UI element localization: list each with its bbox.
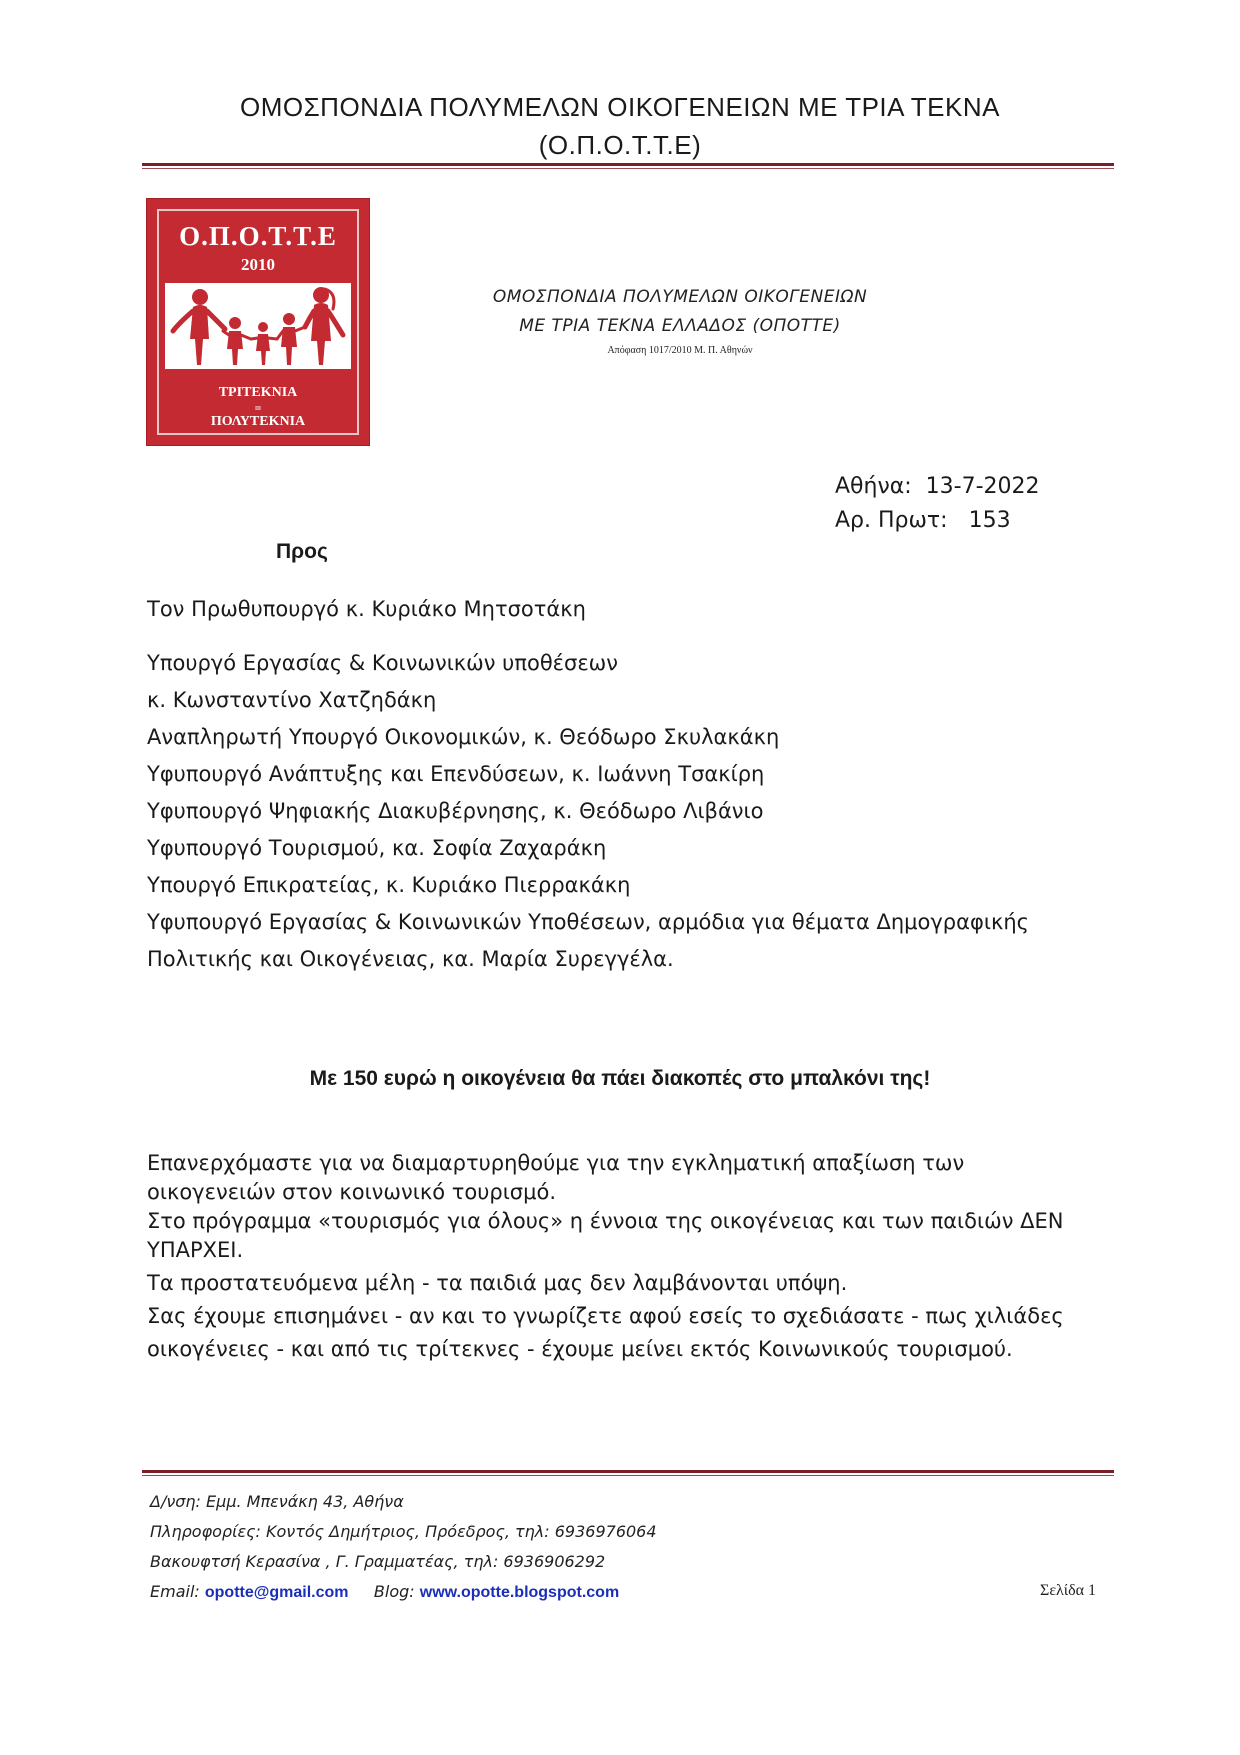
- logo-equals: =: [254, 401, 262, 415]
- recipient-line: Υφυπουργό Ανάπτυξης και Επενδύσεων, κ. Ιωάννη Τσακίρη: [147, 762, 765, 786]
- recipient-line: κ. Κωνσταντίνο Χατζηδάκη: [147, 688, 437, 712]
- header-rule: [142, 163, 1114, 166]
- letter-subject: Με 150 ευρώ η οικογένεια θα πάει διακοπές στο μπαλκόνι της!: [309, 1067, 931, 1090]
- page-number: Σελίδα 1: [1040, 1582, 1097, 1599]
- organization-logo: [146, 198, 370, 446]
- recipient-line: Υφυπουργό Εργασίας & Κοινωνικών Υποθέσεων, αρμόδια για θέματα Δημογραφικής: [147, 910, 1029, 934]
- header-title-line2: (Ο.Π.Ο.Τ.Τ.Ε): [538, 130, 702, 160]
- logo-year: 2010: [241, 255, 275, 274]
- body-line: οικογενειών στον κοινωνικό τουρισμό.: [147, 1180, 556, 1204]
- footer-rule-thin: [142, 1475, 1114, 1476]
- recipient-line: Τον Πρωθυπουργό κ. Κυριάκο Μητσοτάκη: [147, 597, 586, 621]
- org-name-line2: ΜΕ ΤΡΙΑ ΤΕΚΝΑ ΕΛΛΑΔΟΣ (ΟΠΟΤΤΕ): [519, 316, 841, 336]
- recipients-heading: Προς: [276, 540, 328, 563]
- logo-bottom-line2: ΠΟΛΥΤΕΚΝΙΑ: [210, 414, 306, 429]
- footer-info-president: Πληροφορίες: Κοντός Δημήτριος, Πρόεδρος, τηλ: 6936976064: [150, 1522, 657, 1541]
- header-title-line1: ΟΜΟΣΠΟΝΔΙΑ ΠΟΛΥΜΕΛΩΝ ΟΙΚΟΓΕΝΕΙΩΝ ΜΕ ΤΡΙΑ ΤΕΚΝΑ: [240, 92, 1000, 122]
- body-line: Επανερχόμαστε για να διαμαρτυρηθούμε για την εγκληματική απαξίωση των: [147, 1151, 965, 1175]
- recipient-line: Υπουργό Επικρατείας, κ. Κυριάκο Πιερρακάκη: [147, 873, 631, 897]
- org-name-line1: ΟΜΟΣΠΟΝΔΙΑ ΠΟΛΥΜΕΛΩΝ ΟΙΚΟΓΕΝΕΙΩΝ: [492, 287, 868, 307]
- footer-contacts: [150, 1582, 619, 1602]
- recipient-line: Υπουργό Εργασίας & Κοινωνικών υποθέσεων: [147, 651, 618, 675]
- blog-link[interactable]: www.opotte.blogspot.com: [419, 1584, 620, 1601]
- protocol-value: 153: [968, 508, 1011, 533]
- protocol-line: [835, 504, 1011, 538]
- header-rule-thin: [142, 168, 1114, 169]
- body-line: Στο πρόγραμμα «τουρισμός για όλους» η έννοια της οικογένειας και των παιδιών ΔΕΝ: [147, 1209, 1064, 1233]
- body-line: ΥΠΑΡΧΕΙ.: [147, 1238, 244, 1262]
- body-line: Σας έχουμε επισημάνει - αν και το γνωρίζετε αφού εσείς το σχεδιάσατε - πως χιλιάδες: [147, 1304, 1064, 1328]
- email-link[interactable]: opotte@gmail.com: [204, 1584, 349, 1601]
- body-line: Τα προστατευόμενα μέλη - τα παιδιά μας δεν λαμβάνονται υπόψη.: [147, 1271, 848, 1295]
- date-line: [835, 470, 1040, 504]
- recipient-line: Πολιτικής και Οικογένειας, κα. Μαρία Συρεγγέλα.: [147, 947, 674, 971]
- recipient-line: Υφυπουργό Τουρισμού, κα. Σοφία Ζαχαράκη: [147, 836, 607, 860]
- protocol-label: Αρ. Πρωτ:: [835, 508, 948, 533]
- email-label: Email:: [150, 1582, 200, 1601]
- date-value: 13-7-2022: [925, 474, 1040, 499]
- document-header: [0, 88, 1240, 164]
- logo-frame: [157, 209, 359, 435]
- footer-address: Δ/νση: Εμμ. Μπενάκη 43, Αθήνα: [150, 1492, 404, 1511]
- date-label: Αθήνα:: [835, 474, 912, 499]
- logo-bottom-line1: ΤΡΙΤΕΚΝΙΑ: [218, 385, 298, 400]
- footer-rule: [142, 1470, 1114, 1473]
- org-decision: Απόφαση 1017/2010 Μ. Π. Αθηνών: [607, 345, 753, 356]
- blog-label: Blog:: [373, 1582, 415, 1601]
- recipient-line: Αναπληρωτή Υπουργό Οικονομικών, κ. Θεόδωρο Σκυλακάκη: [147, 725, 780, 749]
- family-figures-icon: [165, 283, 351, 369]
- footer-info-secretary: Βακουφτσή Κερασίνα , Γ. Γραμματέας, τηλ: 6936906292: [150, 1552, 606, 1571]
- body-line: οικογένειες - και από τις τρίτεκνες - έχουμε μείνει εκτός Κοινωνικούς τουρισμού.: [147, 1337, 1013, 1361]
- logo-title: Ο.Π.Ο.Τ.Τ.Ε: [179, 221, 337, 251]
- recipient-line: Υφυπουργό Ψηφιακής Διακυβέρνησης, κ. Θεόδωρο Λιβάνιο: [147, 799, 764, 823]
